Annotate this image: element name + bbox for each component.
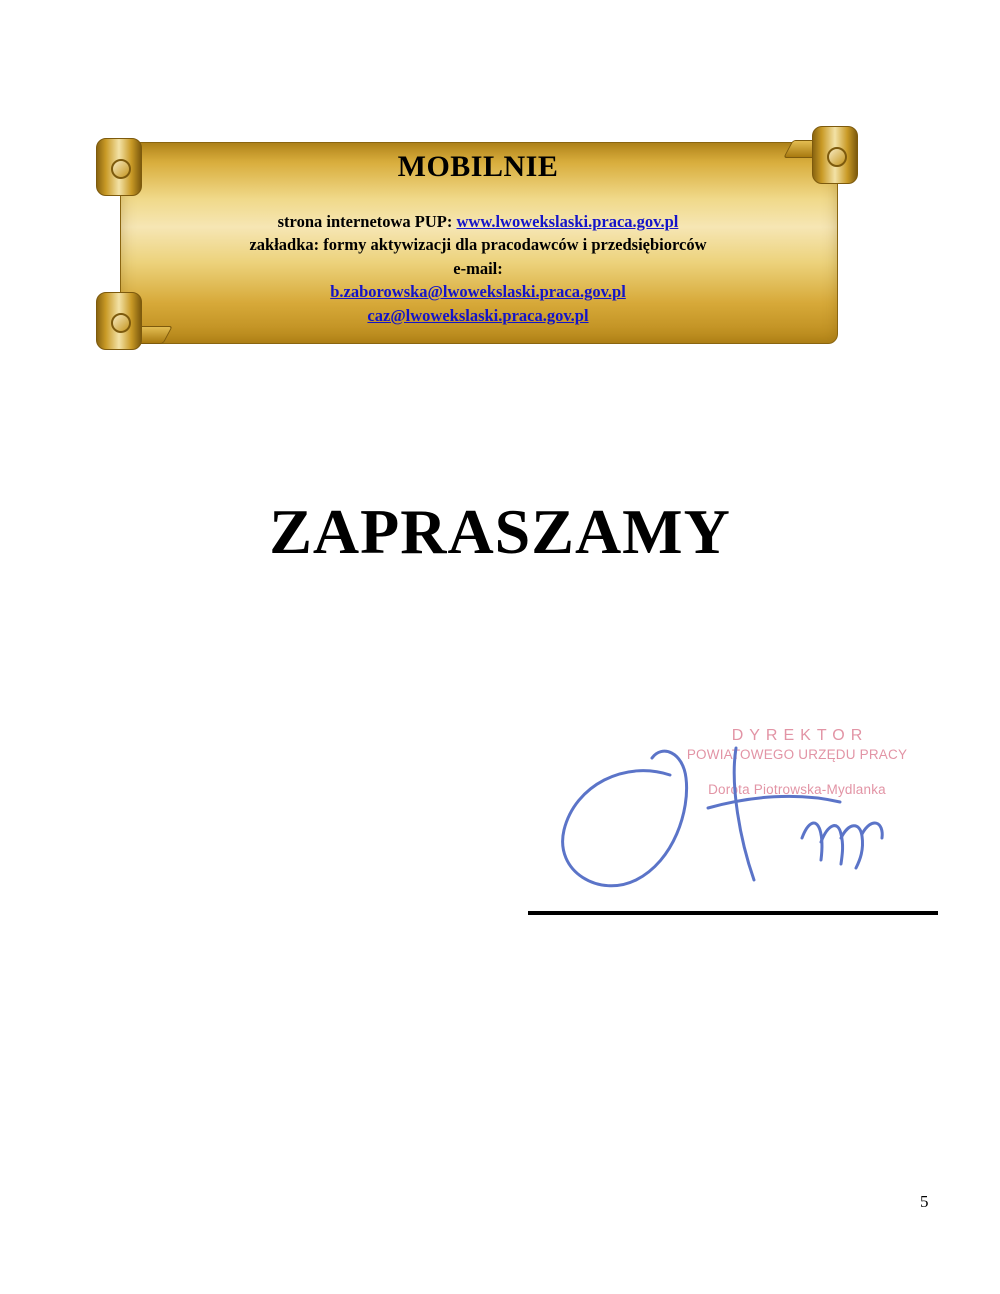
banner-website-line [128, 210, 828, 233]
page-number: 5 [920, 1192, 929, 1211]
banner-website-label: strona internetowa PUP: [277, 212, 457, 231]
scroll-banner [88, 120, 868, 370]
signature-rule [528, 911, 938, 915]
banner-title: MOBILNIE [397, 150, 559, 183]
banner-content [128, 150, 828, 327]
director-stamp [672, 726, 922, 799]
banner-website-link[interactable]: www.lwowekslaski.praca.gov.pl [456, 212, 679, 231]
email-link-2[interactable]: caz@lwowekslaski.praca.gov.pl [367, 305, 589, 325]
banner-tab-line: zakładka: formy aktywizacji dla pracodawców i przedsiębiorców [249, 235, 707, 255]
stamp-office: POWIATOWEGO URZĘDU PRACY [686, 747, 908, 762]
banner-email-line-1 [128, 280, 828, 303]
stamp-title: DYREKTOR [731, 727, 869, 744]
banner-email-line-2 [128, 304, 828, 327]
stamp-name: Dorota Piotrowska-Mydlanka [708, 781, 886, 797]
email-link-1[interactable]: b.zaborowska@lwowekslaski.praca.gov.pl [330, 282, 626, 302]
banner-email-label: e-mail: [453, 258, 503, 278]
page-title: ZAPRASZAMY [269, 496, 731, 567]
